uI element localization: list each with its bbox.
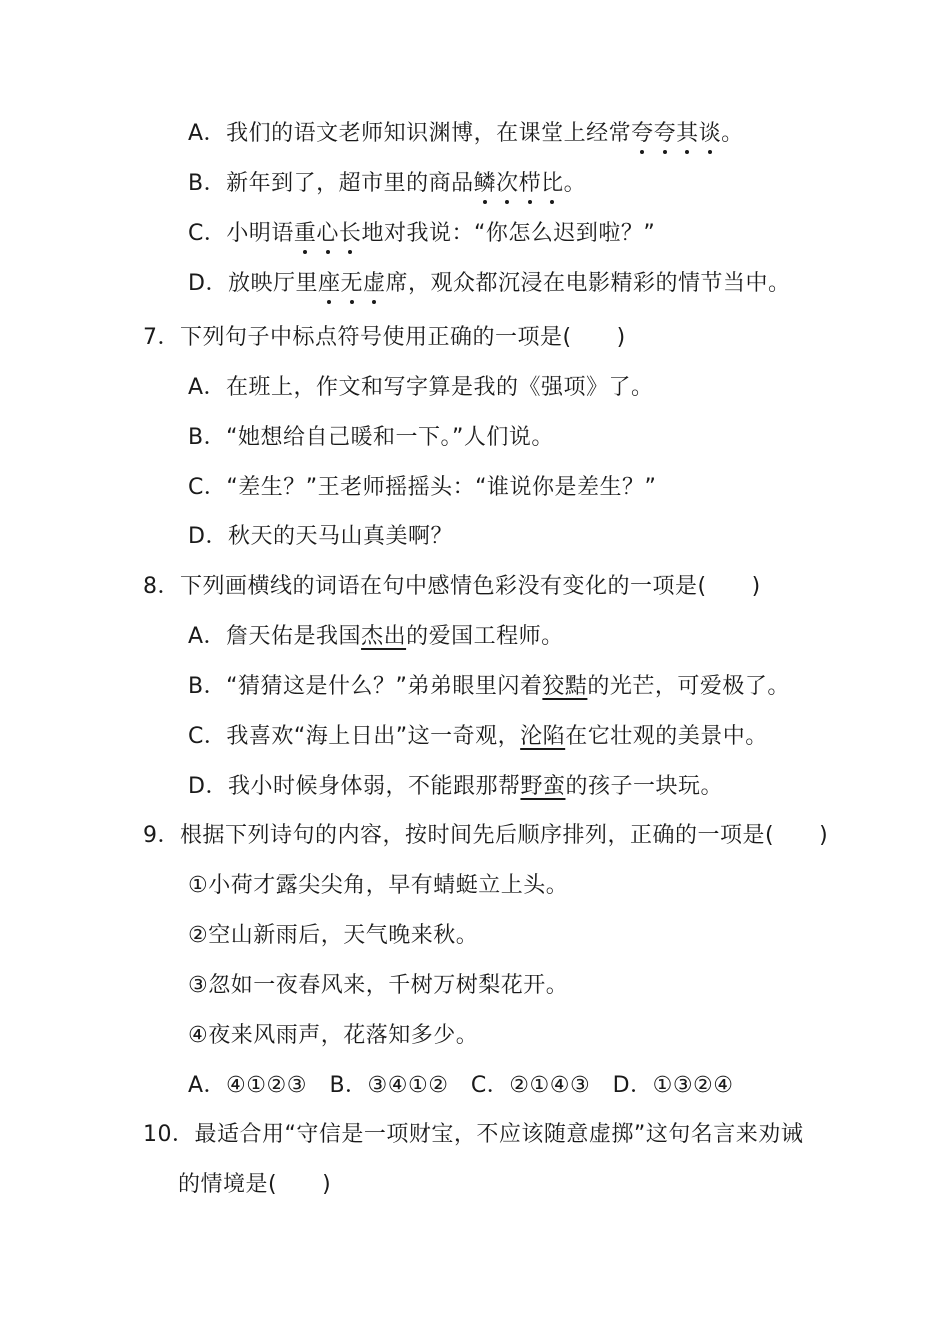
q10-stem-line2: 的情境是( ): [178, 1172, 332, 1197]
q10-stem-line1: 10．最适合用“守信是一项财宝，不应该随意虚掷”这句名言来劝诫: [143, 1122, 804, 1147]
q7-option-c: C．“差生？”王老师摇摇头：“谁说你是差生？”: [188, 475, 657, 500]
q6-option-d: D．放映厅里座无虚席，观众都沉浸在电影精彩的情节当中。: [188, 269, 791, 299]
q8-option-d: D．我小时候身体弱，不能跟那帮野蛮的孩子一块玩。: [188, 774, 723, 799]
dotted-char: 谈: [699, 119, 722, 149]
q9-options: A．④①②③ B．③④①② C．②①④③ D．①③②④: [188, 1073, 734, 1098]
q6-option-a: A．我们的语文老师知识渊博，在课堂上经常夸夸其谈。: [188, 119, 744, 149]
dotted-char: 座: [318, 269, 341, 299]
dotted-char: 长: [339, 219, 362, 249]
dotted-char: 心: [316, 219, 339, 249]
dotted-char: 比: [541, 169, 564, 199]
underlined-word: 野蛮: [520, 774, 566, 799]
q9-line-2: ②空山新雨后，天气晚来秋。: [188, 923, 479, 948]
q9-stem: 9．根据下列诗句的内容，按时间先后顺序排列，正确的一项是( ): [143, 823, 829, 848]
q9-line-3: ③忽如一夜春风来，千树万树梨花开。: [188, 973, 569, 998]
dotted-char: 栉: [519, 169, 542, 199]
dotted-char: 夸: [631, 119, 654, 149]
underlined-word: 杰出: [361, 624, 407, 649]
dotted-char: 夸: [654, 119, 677, 149]
q7-option-b: B．“她想给自己暖和一下。”人们说。: [188, 425, 554, 450]
dotted-char: 虚: [363, 269, 386, 299]
q7-option-d: D．秋天的天马山真美啊？: [188, 524, 453, 549]
q6-option-b: B．新年到了，超市里的商品鳞次栉比。: [188, 169, 586, 199]
q6-option-c: C．小明语重心长地对我说：“你怎么迟到啦？”: [188, 219, 655, 249]
q8-option-c: C．我喜欢“海上日出”这一奇观，沦陷在它壮观的美景中。: [188, 724, 768, 749]
dotted-char: 重: [294, 219, 317, 249]
q8-stem: 8．下列画横线的词语在句中感情色彩没有变化的一项是( ): [143, 574, 761, 599]
q9-line-1: ①小荷才露尖尖角，早有蜻蜓立上头。: [188, 873, 569, 898]
q8-option-a: A．詹天佑是我国杰出的爱国工程师。: [188, 624, 564, 649]
underlined-word: 沦陷: [520, 724, 566, 749]
dotted-char: 次: [496, 169, 519, 199]
dotted-char: 鳞: [474, 169, 497, 199]
dotted-char: 其: [676, 119, 699, 149]
q7-stem: 7．下列句子中标点符号使用正确的一项是( ): [143, 325, 626, 350]
dotted-char: 无: [340, 269, 363, 299]
q8-option-b: B．“猜猜这是什么？”弟弟眼里闪着狡黠的光芒，可爱极了。: [188, 674, 790, 699]
underlined-word: 狡黠: [542, 674, 588, 699]
q7-option-a: A．在班上，作文和写字算是我的《强项》了。: [188, 375, 654, 400]
q9-line-4: ④夜来风雨声，花落知多少。: [188, 1023, 479, 1048]
